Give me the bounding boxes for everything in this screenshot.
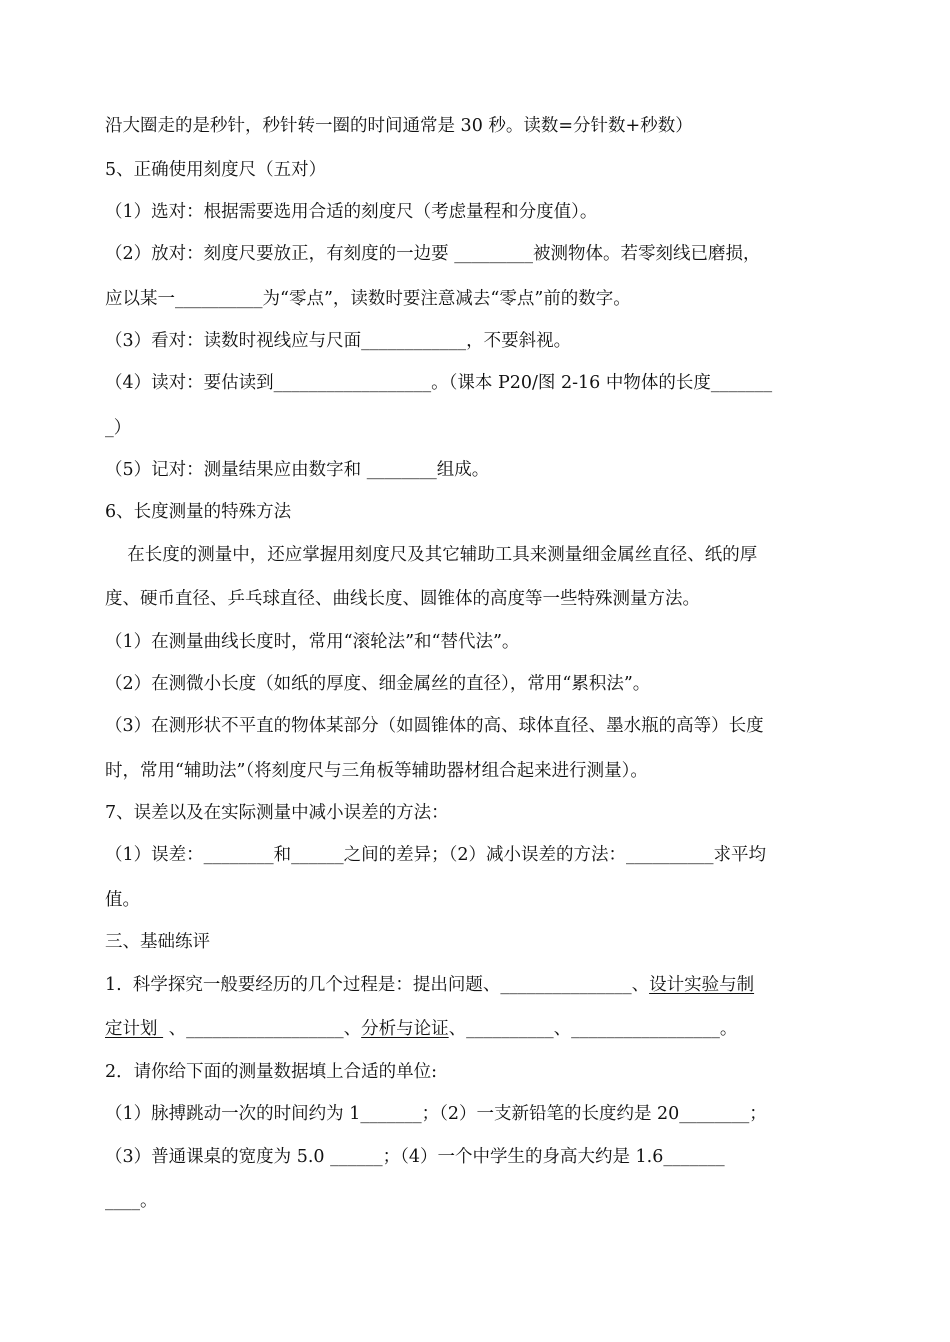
text-line: （1）选对：根据需要选用合适的刻度尺（考虑量程和分度值）。 xyxy=(105,202,598,222)
text-span: 、__________________、 xyxy=(163,1019,362,1039)
text-line: 时，常用“辅助法”（将刻度尺与三角板等辅助器材组合起来进行测量）。 xyxy=(105,761,648,781)
text-line: ____。 xyxy=(105,1191,158,1211)
text-line: 值。 xyxy=(105,890,140,910)
text-line: （3）普通课桌的宽度为 5.0 ______；（4）一个中学生的身高大约是 1.6_______ xyxy=(105,1147,725,1167)
section-heading: 三、基础练评 xyxy=(105,932,210,952)
text-line: （1）脉搏跳动一次的时间约为 1_______；（2）一支新铅笔的长度约是 20________； xyxy=(105,1104,767,1124)
question-1-line-2 xyxy=(105,1017,737,1041)
text-line: （3）在测形状不平直的物体某部分（如圆锥体的高、球体直径、墨水瓶的高等）长度 xyxy=(105,716,764,736)
text-line: 应以某一__________为“零点”，读数时要注意减去“零点”前的数字。 xyxy=(105,289,631,309)
text-line: （3）看对：读数时视线应与尺面____________，不要斜视。 xyxy=(105,331,572,351)
text-line: （4）读对：要估读到__________________。（课本 P20/图 2-16 中物体的长度_______ xyxy=(105,373,773,393)
text-line: 度、硬币直径、乒乓球直径、曲线长度、圆锥体的高度等一些特殊测量方法。 xyxy=(105,589,700,609)
text-span: 、__________、_________________。 xyxy=(448,1019,738,1039)
text-line: 沿大圈走的是秒针，秒针转一圈的时间通常是 30 秒。读数=分针数+秒数） xyxy=(105,116,693,136)
text-line: （2）在测微小长度（如纸的厚度、细金属丝的直径），常用“累积法”。 xyxy=(105,674,651,694)
section-heading: 6、长度测量的特殊方法 xyxy=(105,502,292,522)
text-line: （1）误差：________和______之间的差异；（2）减小误差的方法：__________求平均 xyxy=(105,845,767,865)
text-line: _） xyxy=(105,418,132,438)
underlined-answer: 定计划 xyxy=(105,1019,164,1039)
text-line: 在长度的测量中，还应掌握用刻度尺及其它辅助工具来测量细金属丝直径、纸的厚 xyxy=(105,545,758,565)
underlined-answer: 分析与论证 xyxy=(361,1019,449,1039)
text-line: （2）放对：刻度尺要放正，有刻度的一边要 _________被测物体。若零刻线已磨损， xyxy=(105,244,761,264)
section-heading: 5、正确使用刻度尺（五对） xyxy=(105,160,327,180)
text-line: （5）记对：测量结果应由数字和 ________组成。 xyxy=(105,460,490,480)
text-line: （1）在测量曲线长度时，常用“滚轮法”和“替代法”。 xyxy=(105,632,520,652)
question-1-line-1 xyxy=(105,973,754,997)
question-2-heading: 2．请你给下面的测量数据填上合适的单位: xyxy=(105,1062,438,1082)
section-heading: 7、误差以及在实际测量中减小误差的方法： xyxy=(105,803,449,823)
text-span: 1. 科学探究一般要经历的几个过程是：提出问题、_______________、 xyxy=(105,975,650,995)
underlined-answer: 设计实验与制 xyxy=(649,975,755,995)
